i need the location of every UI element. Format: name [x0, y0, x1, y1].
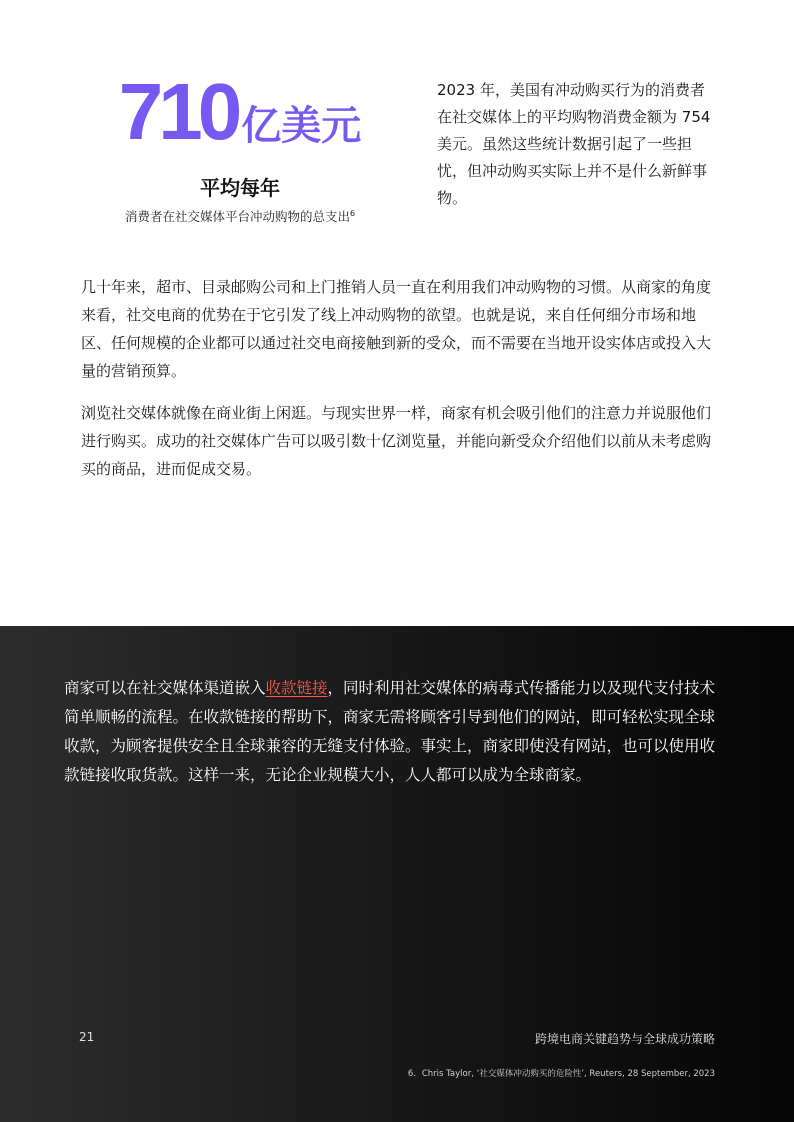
dark-paragraph-end: ，同时利用社交媒体的病毒式传播能力以及现代支付技术简单顺畅的流程。在收款链接的帮助下，商家无需将顾客引导到他们的网站，即可轻松实现全球收款，为顾客提供安全且全球兼容的无缝支付体验。事实上，商家即使没有网站，也可以使用收款链接收取货款。这样一来，无论企业规模大小，人人都可以成为全球商家。: [64, 679, 716, 784]
stat-description: [60, 207, 420, 225]
stat-label: 平均每年: [200, 176, 280, 200]
stat-callout: [60, 67, 420, 225]
stat-unit: 亿美元: [241, 103, 362, 149]
footnote-ref: 6: [349, 208, 356, 218]
stat-headline: [60, 67, 420, 156]
page-number: 21: [79, 1030, 95, 1044]
dark-section: [0, 626, 794, 1122]
dark-paragraph: [64, 674, 728, 790]
footnote: 6．Chris Taylor, ‘社交媒体冲动购买的危险性’, Reuters, 28 September, 2023: [407, 1069, 715, 1079]
body-paragraph-2: 浏览社交媒体就像在商业街上闲逛。与现实世界一样，商家有机会吸引他们的注意力并说服他们进行购买。成功的社交媒体广告可以吸引数十亿浏览量，并能向新受众介绍他们以前从未考虑购买的商品，进而促成交易。: [81, 404, 712, 478]
payment-link[interactable]: 收款链接: [265, 679, 328, 697]
stat-description-text: 消费者在社交媒体平台冲动购物的总支出: [124, 209, 350, 224]
body-paragraph-1: 几十年来，超市、目录邮购公司和上门推销人员一直在利用我们冲动购物的习惯。从商家的角度来看，社交电商的优势在于它引发了线上冲动购物的欲望。也就是说，来自任何细分市场和地区、任何规模的企业都可以通过社交电商接触到新的受众，而不需要在当地开设实体店或投入大量的营销预算。: [81, 278, 712, 380]
intro-paragraph: 2023 年，美国有冲动购买行为的消费者在社交媒体上的平均购物消费金额为 754 美元。虽然这些统计数据引起了一些担忧，但冲动购买实际上并不是什么新鲜事物。: [437, 81, 711, 207]
footer-title: 跨境电商关键趋势与全球成功策略: [534, 1032, 715, 1046]
dark-paragraph-start: 商家可以在社交媒体渠道嵌入: [64, 679, 266, 697]
body-text: [81, 273, 721, 497]
stat-number: 710: [118, 67, 238, 156]
